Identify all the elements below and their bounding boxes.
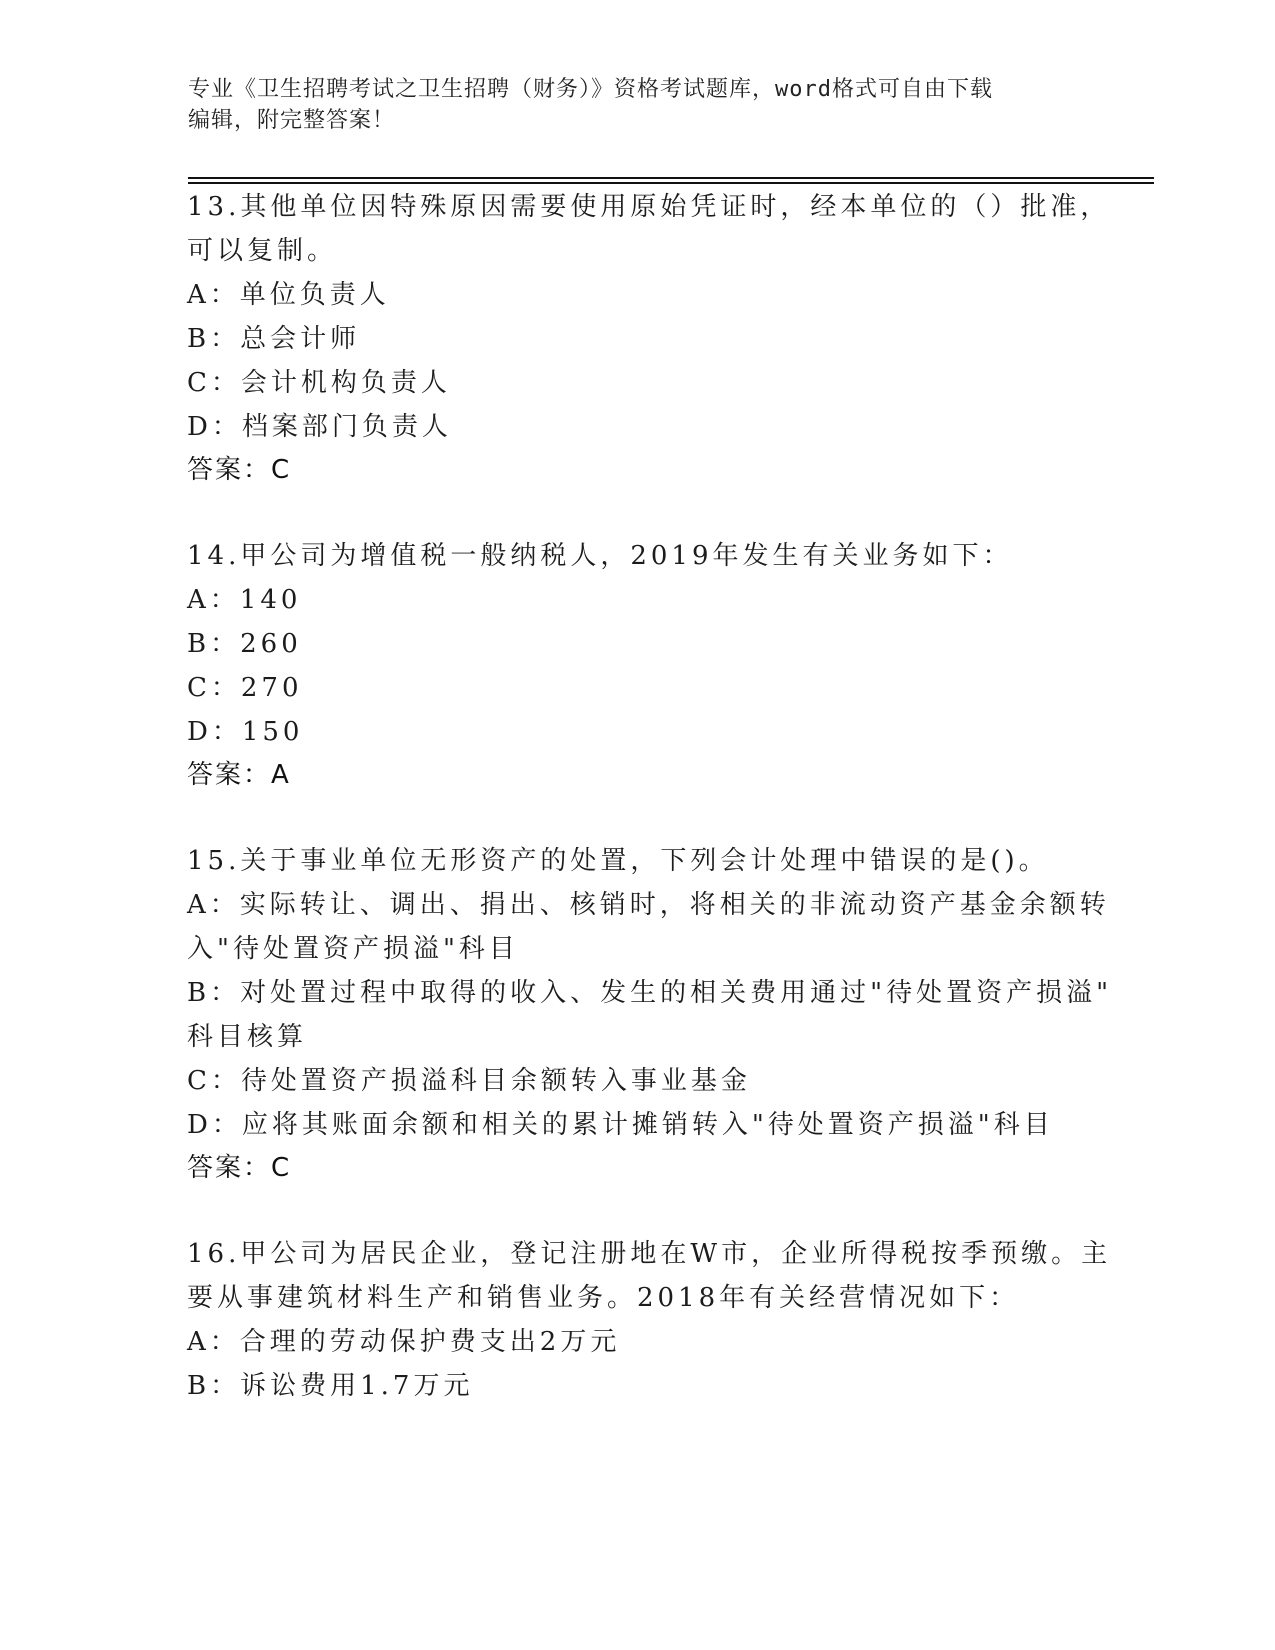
header-line-1: 专业《卫生招聘考试之卫生招聘（财务）》资格考试题库，word格式可自由下载 <box>188 77 993 102</box>
option-b: B：诉讼费用1.7万元 <box>187 1371 474 1401</box>
question-stem-line: 16.甲公司为居民企业，登记注册地在W市，企业所得税按季预缴。主 <box>187 1239 1112 1269</box>
header-divider-top <box>188 177 1154 179</box>
answer-label: 答案：C <box>187 1153 292 1183</box>
question-stem-line: 13.其他单位因特殊原因需要使用原始凭证时，经本单位的（）批准， <box>187 192 1111 222</box>
question-stem-line: 14.甲公司为增值税一般纳税人，2019年发生有关业务如下： <box>187 541 1013 571</box>
option-a: A：实际转让、调出、捐出、核销时，将相关的非流动资产基金余额转 <box>187 890 1110 920</box>
option-d: D：应将其账面余额和相关的累计摊销转入"待处置资产损溢"科目 <box>187 1110 1054 1140</box>
answer-label: 答案：A <box>187 760 291 790</box>
question-stem-line: 要从事建筑材料生产和销售业务。2018年有关经营情况如下： <box>187 1283 1020 1313</box>
question-stem-line: 可以复制。 <box>187 236 338 266</box>
answer-label: 答案：C <box>187 455 292 485</box>
option-a-continued: 入"待处置资产损溢"科目 <box>187 934 519 964</box>
option-c: C：待处置资产损溢科目余额转入事业基金 <box>187 1066 751 1096</box>
header-line-2: 编辑，附完整答案！ <box>188 108 396 133</box>
option-a: A：合理的劳动保护费支出2万元 <box>187 1327 621 1357</box>
option-a: A：140 <box>187 585 302 615</box>
option-d: D：150 <box>187 717 304 747</box>
question-stem-line: 15.关于事业单位无形资产的处置，下列会计处理中错误的是()。 <box>187 846 1049 876</box>
option-c: C：270 <box>187 673 303 703</box>
option-d: D：档案部门负责人 <box>187 412 452 442</box>
document-header <box>188 74 1068 136</box>
option-b: B：总会计师 <box>187 324 361 354</box>
option-b-continued: 科目核算 <box>187 1022 308 1052</box>
option-b: B：对处置过程中取得的收入、发生的相关费用通过"待处置资产损溢" <box>187 978 1113 1008</box>
header-divider-bottom <box>188 182 1154 184</box>
option-c: C：会计机构负责人 <box>187 368 451 398</box>
option-b: B：260 <box>187 629 302 659</box>
option-a: A：单位负责人 <box>187 280 390 310</box>
